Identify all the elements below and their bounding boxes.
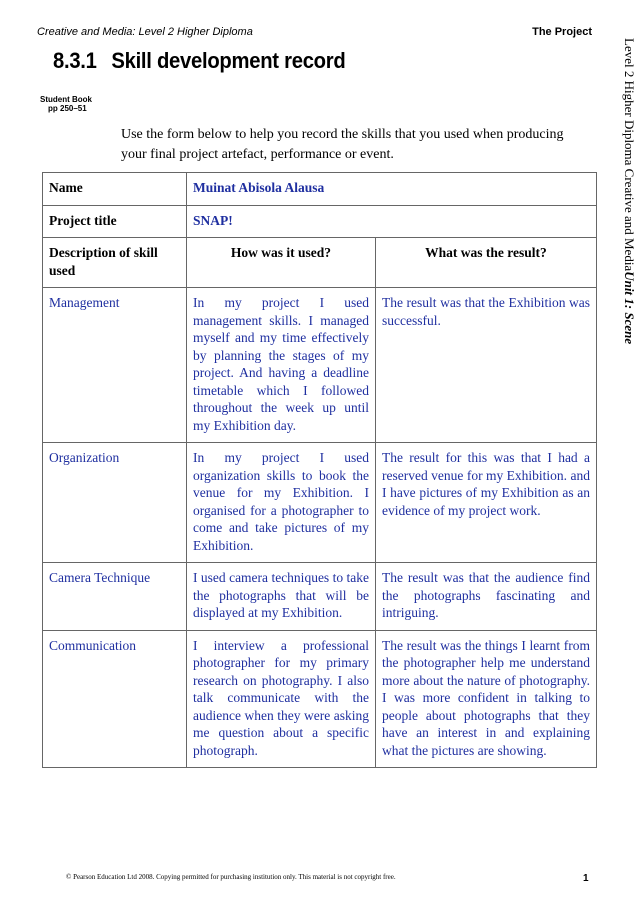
result-cell: The result was the things I learnt from the photographer help me understand more about the nature of photography. I was more confident in talking to people about photographs that they have an interest in and explaining what the pictures are showing. [376,630,597,768]
name-row [43,173,597,206]
col-header-how: How was it used? [187,238,376,288]
skill-cell: Communication [43,630,187,768]
result-cell: The result was that the audience find the photographs fascinating and intriguing. [376,563,597,631]
skill-cell: Management [43,288,187,443]
col-header-description: Description of skill used [43,238,187,288]
how-cell: In my project I used organization skills to book the venue for my Exhibition. I organised for a photographer to come and take pictures of my Exhibition. [187,443,376,563]
how-cell: I used camera techniques to take the photographs that will be displayed at my Exhibition. [187,563,376,631]
section-title: Skill development record [111,48,346,73]
name-label: Name [43,173,187,206]
skill-cell: Organization [43,443,187,563]
table-row [43,443,597,563]
result-cell: The result was that the Exhibition was successful. [376,288,597,443]
table-row [43,563,597,631]
skill-cell: Camera Technique [43,563,187,631]
sidebar-main-text: Level 2 Higher Diploma Creative and Media [622,38,637,272]
result-cell: The result for this was that I had a reserved venue for my Exhibition. and I have pictures of my Exhibition as an evidence of my project work. [376,443,597,563]
page-title [53,48,345,74]
intro-text: Use the form below to help you record the skills that you used when producing your final project artefact, performance or event. [121,127,564,162]
table-row [43,288,597,443]
sidebar-unit-text: Unit 1: Scene [622,271,637,345]
vertical-sidebar-label [621,38,637,344]
table-row [43,630,597,768]
page-number: 1 [583,873,589,884]
col-header-result: What was the result? [376,238,597,288]
column-header-row [43,238,597,288]
project-title-row [43,205,597,238]
student-book-reference [40,95,92,113]
copyright-footer: © Pearson Education Ltd 2008. Copying permitted for purchasing institution only. This material is not copyright free. [66,873,396,881]
name-value: Muinat Abisola Alausa [187,173,597,206]
running-header-left: Creative and Media: Level 2 Higher Diploma [37,26,253,38]
student-book-label: Student Book [40,95,92,104]
how-cell: In my project I used management skills. I managed myself and my time effectively by planning the stages of my project. And having a deadline timetable which I followed throughout the week up until my Exhibition day. [187,288,376,443]
project-title-label: Project title [43,205,187,238]
running-header-right: The Project [532,26,592,38]
section-number: 8.3.1 [53,48,97,73]
how-cell: I interview a professional photographer for my primary research on photography. I also talk communicate with the audience when they were asking me question about a specific photograph. [187,630,376,768]
project-title-value: SNAP! [187,205,597,238]
student-book-pages: pp 250–51 [48,104,87,113]
skill-record-table [42,172,597,768]
